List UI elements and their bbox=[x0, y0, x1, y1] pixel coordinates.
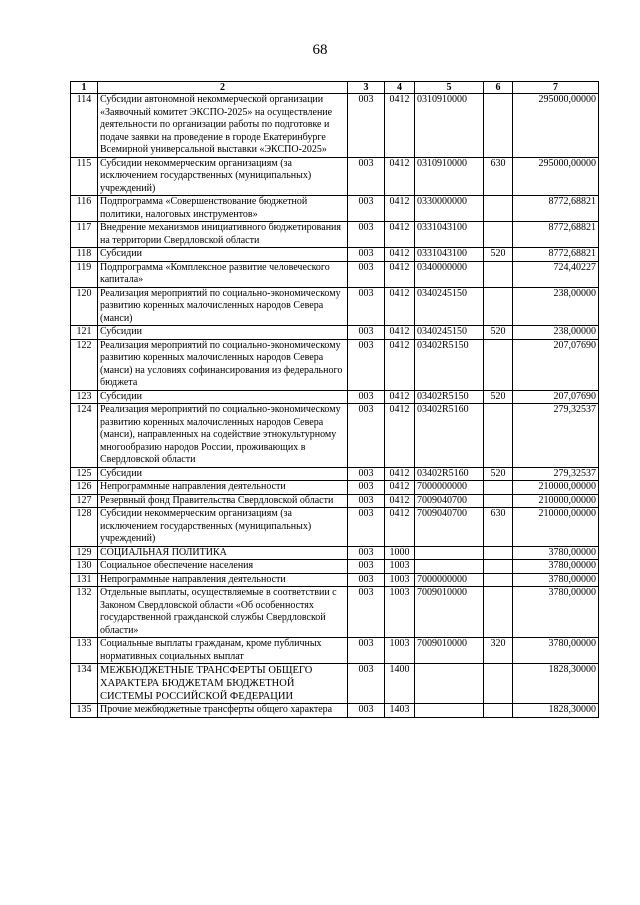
row-number: 134 bbox=[71, 664, 98, 704]
amount: 8772,68821 bbox=[513, 248, 599, 262]
ministry-code: 003 bbox=[348, 196, 385, 222]
table-row bbox=[71, 546, 599, 560]
section-code: 0412 bbox=[385, 494, 415, 508]
ministry-code: 003 bbox=[348, 157, 385, 196]
row-name: Реализация мероприятий по социально-экономическому развитию коренных малочисленных народов Севера (манси) на условиях софинансирования из федерального бюджета bbox=[98, 339, 348, 390]
amount: 3780,00000 bbox=[513, 573, 599, 587]
target-article-code: 0340245150 bbox=[415, 287, 484, 326]
section-code: 0412 bbox=[385, 261, 415, 287]
ministry-code: 003 bbox=[348, 546, 385, 560]
expense-type-code bbox=[484, 94, 513, 158]
target-article-code: 0310910000 bbox=[415, 94, 484, 158]
column-header: 1 bbox=[71, 82, 98, 94]
row-number: 133 bbox=[71, 638, 98, 664]
target-article-code: 0340000000 bbox=[415, 261, 484, 287]
row-name: Субсидии автономной некоммерческой организации «Заявочный комитет ЭКСПО-2025» на осуществление деятельности по организации работы по подготовке и подаче заявки на проведение в городе Екатеринбурге Всемирной универсальной выставки «ЭКСПО-2025» bbox=[98, 94, 348, 158]
table-row bbox=[71, 481, 599, 495]
row-number: 116 bbox=[71, 196, 98, 222]
expense-type-code bbox=[484, 339, 513, 390]
target-article-code: 0310910000 bbox=[415, 157, 484, 196]
table-row bbox=[71, 326, 599, 340]
row-number: 131 bbox=[71, 573, 98, 587]
row-number: 121 bbox=[71, 326, 98, 340]
ministry-code: 003 bbox=[348, 560, 385, 574]
table-row bbox=[71, 494, 599, 508]
column-header: 7 bbox=[513, 82, 599, 94]
column-header: 6 bbox=[484, 82, 513, 94]
expense-type-code bbox=[484, 494, 513, 508]
target-article-code: 03402R5150 bbox=[415, 339, 484, 390]
table-row bbox=[71, 508, 599, 547]
target-article-code: 0331043100 bbox=[415, 248, 484, 262]
row-name: Внедрение механизмов инициативного бюджетирования на территории Свердловской области bbox=[98, 222, 348, 248]
section-code: 1400 bbox=[385, 664, 415, 704]
section-code: 0412 bbox=[385, 157, 415, 196]
ministry-code: 003 bbox=[348, 404, 385, 468]
amount: 8772,68821 bbox=[513, 196, 599, 222]
row-name: Субсидии bbox=[98, 248, 348, 262]
expense-type-code bbox=[484, 573, 513, 587]
amount: 3780,00000 bbox=[513, 638, 599, 664]
table-row bbox=[71, 339, 599, 390]
table-row bbox=[71, 467, 599, 481]
table-row bbox=[71, 664, 599, 704]
expense-type-code: 320 bbox=[484, 638, 513, 664]
target-article-code: 7009010000 bbox=[415, 587, 484, 638]
row-number: 130 bbox=[71, 560, 98, 574]
section-code: 0412 bbox=[385, 481, 415, 495]
amount: 279,32537 bbox=[513, 404, 599, 468]
row-number: 119 bbox=[71, 261, 98, 287]
ministry-code: 003 bbox=[348, 261, 385, 287]
target-article-code: 7000000000 bbox=[415, 573, 484, 587]
ministry-code: 003 bbox=[348, 287, 385, 326]
section-code: 0412 bbox=[385, 222, 415, 248]
row-number: 122 bbox=[71, 339, 98, 390]
amount: 3780,00000 bbox=[513, 587, 599, 638]
section-code: 0412 bbox=[385, 248, 415, 262]
section-code: 0412 bbox=[385, 326, 415, 340]
row-name: Социальные выплаты гражданам, кроме публичных нормативных социальных выплат bbox=[98, 638, 348, 664]
ministry-code: 003 bbox=[348, 494, 385, 508]
column-header: 3 bbox=[348, 82, 385, 94]
table-row bbox=[71, 560, 599, 574]
table-body bbox=[71, 94, 599, 718]
row-name: Субсидии bbox=[98, 467, 348, 481]
amount: 210000,00000 bbox=[513, 494, 599, 508]
amount: 1828,30000 bbox=[513, 704, 599, 718]
expense-type-code bbox=[484, 664, 513, 704]
expense-type-code bbox=[484, 704, 513, 718]
ministry-code: 003 bbox=[348, 638, 385, 664]
table-row bbox=[71, 287, 599, 326]
target-article-code: 7009040700 bbox=[415, 494, 484, 508]
row-number: 115 bbox=[71, 157, 98, 196]
ministry-code: 003 bbox=[348, 573, 385, 587]
amount: 295000,00000 bbox=[513, 94, 599, 158]
row-name: Реализация мероприятий по социально-экономическому развитию коренных малочисленных народов Севера (манси), направленных на содействие этнокультурному многообразию народов России, проживающих в Свердловской области bbox=[98, 404, 348, 468]
target-article-code: 03402R5160 bbox=[415, 467, 484, 481]
ministry-code: 003 bbox=[348, 467, 385, 481]
expense-type-code bbox=[484, 546, 513, 560]
amount: 3780,00000 bbox=[513, 546, 599, 560]
amount: 279,32537 bbox=[513, 467, 599, 481]
row-number: 118 bbox=[71, 248, 98, 262]
section-code: 1000 bbox=[385, 546, 415, 560]
row-number: 126 bbox=[71, 481, 98, 495]
row-name: Субсидии некоммерческим организациям (за исключением государственных (муниципальных) учреждений) bbox=[98, 157, 348, 196]
row-name: СОЦИАЛЬНАЯ ПОЛИТИКА bbox=[98, 546, 348, 560]
row-number: 132 bbox=[71, 587, 98, 638]
amount: 295000,00000 bbox=[513, 157, 599, 196]
ministry-code: 003 bbox=[348, 248, 385, 262]
row-name: Резервный фонд Правительства Свердловской области bbox=[98, 494, 348, 508]
expense-type-code: 630 bbox=[484, 508, 513, 547]
section-code: 0412 bbox=[385, 390, 415, 404]
expense-type-code bbox=[484, 287, 513, 326]
column-header: 2 bbox=[98, 82, 348, 94]
expense-type-code bbox=[484, 222, 513, 248]
target-article-code bbox=[415, 560, 484, 574]
ministry-code: 003 bbox=[348, 508, 385, 547]
section-code: 0412 bbox=[385, 404, 415, 468]
expense-type-code: 630 bbox=[484, 157, 513, 196]
expense-type-code bbox=[484, 481, 513, 495]
expense-type-code bbox=[484, 261, 513, 287]
row-name: МЕЖБЮДЖЕТНЫЕ ТРАНСФЕРТЫ ОБЩЕГО ХАРАКТЕРА БЮДЖЕТАМ БЮДЖЕТНОЙ СИСТЕМЫ РОССИЙСКОЙ ФЕДЕРАЦИИ bbox=[98, 664, 348, 704]
amount: 3780,00000 bbox=[513, 560, 599, 574]
ministry-code: 003 bbox=[348, 587, 385, 638]
section-code: 0412 bbox=[385, 339, 415, 390]
row-name: Субсидии bbox=[98, 390, 348, 404]
section-code: 0412 bbox=[385, 467, 415, 481]
target-article-code: 03402R5160 bbox=[415, 404, 484, 468]
section-code: 1003 bbox=[385, 638, 415, 664]
table-row bbox=[71, 638, 599, 664]
target-article-code: 0331043100 bbox=[415, 222, 484, 248]
table-row bbox=[71, 157, 599, 196]
expense-type-code bbox=[484, 404, 513, 468]
amount: 207,07690 bbox=[513, 390, 599, 404]
target-article-code bbox=[415, 664, 484, 704]
table-row bbox=[71, 261, 599, 287]
amount: 724,40227 bbox=[513, 261, 599, 287]
expense-type-code: 520 bbox=[484, 326, 513, 340]
expense-type-code: 520 bbox=[484, 390, 513, 404]
expense-type-code bbox=[484, 560, 513, 574]
ministry-code: 003 bbox=[348, 664, 385, 704]
expense-type-code: 520 bbox=[484, 248, 513, 262]
row-name: Социальное обеспечение населения bbox=[98, 560, 348, 574]
expense-type-code bbox=[484, 587, 513, 638]
row-name: Непрограммные направления деятельности bbox=[98, 573, 348, 587]
target-article-code: 7009040700 bbox=[415, 508, 484, 547]
amount: 207,07690 bbox=[513, 339, 599, 390]
row-number: 129 bbox=[71, 546, 98, 560]
ministry-code: 003 bbox=[348, 326, 385, 340]
section-code: 0412 bbox=[385, 508, 415, 547]
table-row bbox=[71, 248, 599, 262]
row-number: 117 bbox=[71, 222, 98, 248]
row-number: 128 bbox=[71, 508, 98, 547]
row-number: 120 bbox=[71, 287, 98, 326]
section-code: 0412 bbox=[385, 287, 415, 326]
amount: 210000,00000 bbox=[513, 481, 599, 495]
table-row bbox=[71, 222, 599, 248]
row-number: 123 bbox=[71, 390, 98, 404]
target-article-code bbox=[415, 546, 484, 560]
amount: 1828,30000 bbox=[513, 664, 599, 704]
row-number: 114 bbox=[71, 94, 98, 158]
row-name: Прочие межбюджетные трансферты общего характера bbox=[98, 704, 348, 718]
amount: 238,00000 bbox=[513, 287, 599, 326]
table-row bbox=[71, 704, 599, 718]
target-article-code: 7009010000 bbox=[415, 638, 484, 664]
column-header: 5 bbox=[415, 82, 484, 94]
ministry-code: 003 bbox=[348, 339, 385, 390]
table-row bbox=[71, 196, 599, 222]
ministry-code: 003 bbox=[348, 94, 385, 158]
amount: 238,00000 bbox=[513, 326, 599, 340]
section-code: 0412 bbox=[385, 94, 415, 158]
row-name: Непрограммные направления деятельности bbox=[98, 481, 348, 495]
row-name: Подпрограмма «Совершенствование бюджетной политики, налоговых инструментов» bbox=[98, 196, 348, 222]
row-number: 124 bbox=[71, 404, 98, 468]
ministry-code: 003 bbox=[348, 704, 385, 718]
target-article-code: 7000000000 bbox=[415, 481, 484, 495]
table-row bbox=[71, 587, 599, 638]
section-code: 1003 bbox=[385, 573, 415, 587]
row-name: Субсидии bbox=[98, 326, 348, 340]
table-row bbox=[71, 390, 599, 404]
ministry-code: 003 bbox=[348, 481, 385, 495]
target-article-code: 03402R5150 bbox=[415, 390, 484, 404]
row-name: Подпрограмма «Комплексное развитие человеческого капитала» bbox=[98, 261, 348, 287]
row-number: 125 bbox=[71, 467, 98, 481]
row-name: Отдельные выплаты, осуществляемые в соответствии с Законом Свердловской области «Об особенностях государственной гражданской службы Свердловской области» bbox=[98, 587, 348, 638]
section-code: 0412 bbox=[385, 196, 415, 222]
table-row bbox=[71, 404, 599, 468]
section-code: 1003 bbox=[385, 587, 415, 638]
row-number: 127 bbox=[71, 494, 98, 508]
target-article-code: 0330000000 bbox=[415, 196, 484, 222]
section-code: 1003 bbox=[385, 560, 415, 574]
ministry-code: 003 bbox=[348, 390, 385, 404]
ministry-code: 003 bbox=[348, 222, 385, 248]
table-row bbox=[71, 573, 599, 587]
amount: 210000,00000 bbox=[513, 508, 599, 547]
budget-table bbox=[70, 81, 599, 718]
row-name: Реализация мероприятий по социально-экономическому развитию коренных малочисленных народов Севера (манси) bbox=[98, 287, 348, 326]
expense-type-code: 520 bbox=[484, 467, 513, 481]
amount: 8772,68821 bbox=[513, 222, 599, 248]
expense-type-code bbox=[484, 196, 513, 222]
section-code: 1403 bbox=[385, 704, 415, 718]
column-header: 4 bbox=[385, 82, 415, 94]
target-article-code bbox=[415, 704, 484, 718]
table-row bbox=[71, 94, 599, 158]
row-number: 135 bbox=[71, 704, 98, 718]
row-name: Субсидии некоммерческим организациям (за исключением государственных (муниципальных) учреждений) bbox=[98, 508, 348, 547]
page-number: 68 bbox=[312, 42, 328, 58]
target-article-code: 0340245150 bbox=[415, 326, 484, 340]
header-row bbox=[71, 82, 599, 94]
